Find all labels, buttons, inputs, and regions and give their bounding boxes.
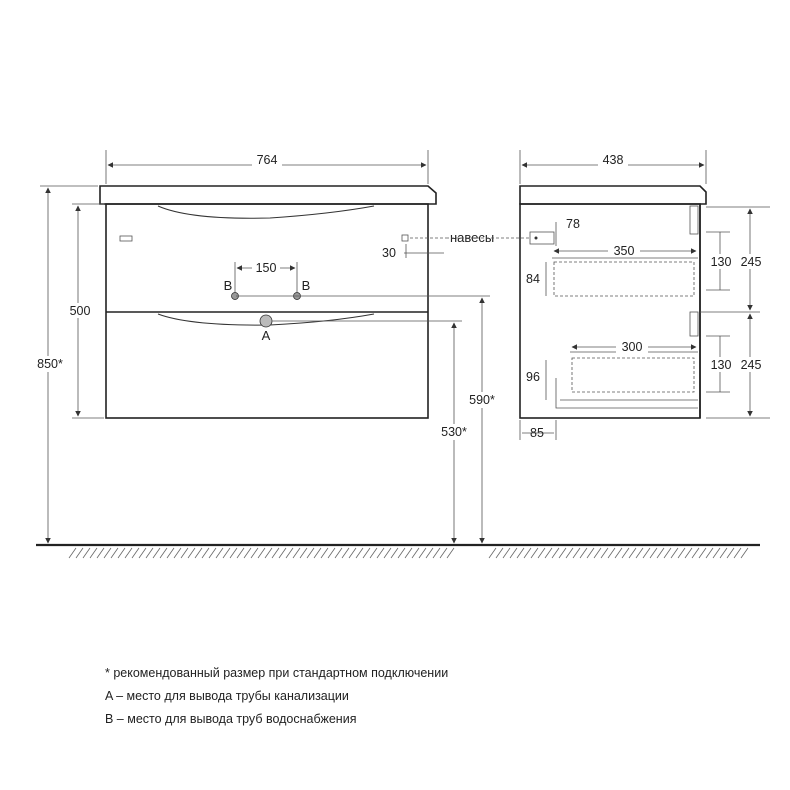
hatch-line [188, 548, 195, 558]
hatch-line [412, 548, 419, 558]
side-top-drawer [554, 262, 694, 296]
hatch-line [419, 548, 426, 558]
hatch-line [573, 548, 580, 558]
hatch-line [153, 548, 160, 558]
hatch-line [209, 548, 216, 558]
hatch-line [615, 548, 622, 558]
hatch-line [83, 548, 90, 558]
dim-84: 84 [526, 272, 540, 286]
hatch-line [503, 548, 510, 558]
hatch-line [125, 548, 132, 558]
hatch-line [363, 548, 370, 558]
hatch-line [349, 548, 356, 558]
hatch-line [720, 548, 727, 558]
hatch-line [118, 548, 125, 558]
dim-245-top: 245 [740, 255, 762, 269]
hatch-line [692, 548, 699, 558]
hatch-line [531, 548, 538, 558]
dim-130-bottom: 130 [710, 358, 732, 372]
floor [36, 545, 760, 558]
hatch-line [426, 548, 433, 558]
hatch-line [650, 548, 657, 558]
dim-500: 500 [69, 304, 91, 318]
hatch-line [286, 548, 293, 558]
hatch-line [146, 548, 153, 558]
hatch-line [97, 548, 104, 558]
hatch-line [328, 548, 335, 558]
hatch-line [685, 548, 692, 558]
dim-150: 150 [255, 261, 277, 275]
dim-850: 850* [37, 357, 63, 371]
hatch-line [251, 548, 258, 558]
side-hinge [530, 232, 554, 244]
note-1: * рекомендованный размер при стандартном подключении [105, 666, 449, 680]
hatch-line [202, 548, 209, 558]
hatch-line [559, 548, 566, 558]
hatch-line [384, 548, 391, 558]
hatch-line [69, 548, 76, 558]
hatch-line [195, 548, 202, 558]
dim-78: 78 [566, 217, 580, 231]
hatch-line [258, 548, 265, 558]
hatch-line [671, 548, 678, 558]
side-body [520, 204, 700, 418]
note-3: B – место для вывода труб водоснабжения [105, 712, 357, 726]
hatch-line [734, 548, 741, 558]
hatch-line [314, 548, 321, 558]
floor-hatching [69, 548, 748, 558]
dim-245-bottom: 245 [740, 358, 762, 372]
hatch-line [321, 548, 328, 558]
label-a: A [261, 328, 271, 343]
hatch-line [608, 548, 615, 558]
front-view [30, 150, 500, 543]
hatch-line [398, 548, 405, 558]
label-b-right: B [301, 278, 311, 293]
front-countertop [100, 186, 436, 204]
hatch-line [244, 548, 251, 558]
hatch-line [265, 548, 272, 558]
hatch-line [160, 548, 167, 558]
hatch-line [489, 548, 496, 558]
dim-530: 530* [441, 425, 467, 439]
hatch-line [342, 548, 349, 558]
hatch-line [713, 548, 720, 558]
hatch-line [636, 548, 643, 558]
hatch-line [524, 548, 531, 558]
hatch-line [629, 548, 636, 558]
dim-438: 438 [602, 153, 624, 167]
hatch-line [440, 548, 447, 558]
hatch-line [237, 548, 244, 558]
hatch-line [307, 548, 314, 558]
hatch-line [356, 548, 363, 558]
hatch-line [566, 548, 573, 558]
hatch-line [580, 548, 587, 558]
dim-130-top: 130 [710, 255, 732, 269]
hatch-line [447, 548, 454, 558]
hatch-line [552, 548, 559, 558]
hatch-line [230, 548, 237, 558]
hatch-line [167, 548, 174, 558]
hatch-line [111, 548, 118, 558]
front-hinge-fitting [402, 235, 408, 241]
hatch-line [76, 548, 83, 558]
hatch-line [132, 548, 139, 558]
hatch-line [391, 548, 398, 558]
hatch-line [727, 548, 734, 558]
hatch-line [496, 548, 503, 558]
side-bottom-drawer [572, 358, 694, 392]
front-left-fitting [120, 236, 132, 241]
side-countertop [520, 186, 706, 204]
front-top-handle [158, 206, 374, 218]
hatch-line [538, 548, 545, 558]
label-b-left: B [223, 278, 233, 293]
dim-30: 30 [382, 246, 396, 260]
hatch-line [517, 548, 524, 558]
pipe-a [260, 315, 272, 327]
hatch-line [664, 548, 671, 558]
dim-590: 590* [469, 393, 495, 407]
hatch-line [678, 548, 685, 558]
hinges-label: навесы [450, 230, 495, 245]
hatch-line [594, 548, 601, 558]
hatch-line [279, 548, 286, 558]
note-2: A – место для вывода трубы канализации [105, 689, 349, 703]
hatch-line [545, 548, 552, 558]
hatch-line [433, 548, 440, 558]
hatch-line [370, 548, 377, 558]
hatch-line [216, 548, 223, 558]
hatch-line [272, 548, 279, 558]
hatch-line [643, 548, 650, 558]
hatch-line [601, 548, 608, 558]
hatch-line [300, 548, 307, 558]
hatch-line [587, 548, 594, 558]
hatch-line [741, 548, 748, 558]
hatch-line [706, 548, 713, 558]
hatch-line [622, 548, 629, 558]
hatch-line [377, 548, 384, 558]
dim-85: 85 [530, 426, 544, 440]
hatch-line [293, 548, 300, 558]
hatch-line [335, 548, 342, 558]
hatch-line [223, 548, 230, 558]
hatch-line [699, 548, 706, 558]
hatch-line [104, 548, 111, 558]
front-cabinet-body [106, 204, 428, 418]
hatch-line [181, 548, 188, 558]
dim-350: 350 [613, 244, 635, 258]
hatch-line [657, 548, 664, 558]
notes [105, 666, 448, 726]
hatch-line [90, 548, 97, 558]
hatch-line [139, 548, 146, 558]
hatch-line [174, 548, 181, 558]
dim-764: 764 [256, 153, 278, 167]
hatch-line [405, 548, 412, 558]
dim-96: 96 [526, 370, 540, 384]
dim-300: 300 [621, 340, 643, 354]
hatch-line [510, 548, 517, 558]
